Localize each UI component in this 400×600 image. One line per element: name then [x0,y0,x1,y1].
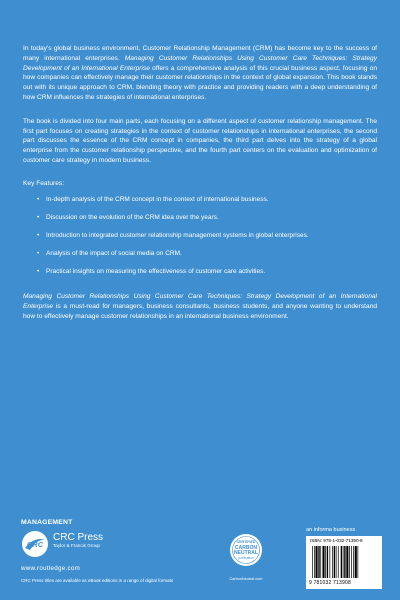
carbon-bottom-text: publication [238,556,254,560]
bullet-icon: • [37,267,40,275]
barcode-bar [358,546,359,578]
back-cover-text [23,44,377,322]
bullet-icon: • [37,195,40,203]
key-features-list [23,195,377,276]
bullet-icon: • [37,249,40,257]
bullet-icon: • [37,213,40,221]
barcode-bar [343,546,344,578]
barcode-block [306,536,382,589]
list-item: • Analysis of the impact of social media on CRM. [37,249,182,257]
barcode-bar [336,546,337,578]
list-item: • Introduction to integrated customer relationship management systems in global enterprises. [37,231,309,239]
list-item: • In-depth analysis of the CRM concept in the context of international business. [37,195,269,203]
barcode-bar [334,546,335,578]
crc-press-logo-icon [21,530,49,558]
carbon-neutral-badge-icon [229,533,263,567]
list-item: • Discussion on the evolution of the CRM idea over the years. [37,213,219,221]
publisher-block [53,532,103,549]
ebook-note: CRC Press titles are available as eBook editions in a range of digital formats [21,578,174,583]
barcode-bar [353,546,354,578]
intro-paragraph [23,44,377,103]
informa-label: an informa business [306,527,356,533]
category-label: MANAGEMENT [21,519,73,526]
barcode-bar [330,546,331,578]
isbn-text: ISBN: 978-1-032-71390-8 [310,538,363,543]
barcode-bar [338,546,339,578]
closing-rest: is a must-read for managers, business consultants, business students, and anyone wanting to understand how to effectively manage customer relationships in an international business environment. [23,302,377,320]
barcode-number: 9 781032 713908 [309,580,351,586]
barcode-icon [312,546,376,582]
barcode-bar [344,546,345,578]
publisher-name: CRC Press [53,532,104,543]
publisher-group: Taylor & Francis Group [53,543,100,548]
barcode-bar [316,546,318,578]
barcode-bar [325,546,326,578]
intro-lead: In today's global business environment, Customer Relationship Management (CRM) has become key to the success of many international enterprises. [23,45,377,62]
website-link[interactable]: www.routledge.com [21,565,81,572]
barcode-bar [346,546,348,578]
carbon-middle2-text: NEUTRAL [234,550,258,556]
carbon-url: CarbonNeutral.com [229,577,263,581]
intro-rest: offers a comprehensive analysis of this crucial business aspect, focusing on how companies can effectively manage their customer relationships in the context of global expansion. This book stands out with its unique approach to CRM, blending theory with practice and providing readers with a deep understanding of how CRM influences the strategies of international enterprises. [23,64,377,101]
barcode-bar [323,546,325,578]
carbon-top-text: CERTIFIED [236,540,256,544]
intro-book-title: Managing Customer Relationships Using Customer Care Techniques: Strategy Development of an International Enterprise [23,54,377,72]
barcode-bar [349,546,350,578]
barcode-bar [320,546,321,578]
barcode-bar [327,546,328,578]
barcode-bar [341,546,342,578]
bullet-icon: • [37,231,40,239]
closing-paragraph [23,292,377,322]
barcode-bar [332,546,333,578]
barcode-bar [318,546,319,578]
structure-paragraph: The book is divided into four main parts, each focusing on a different aspect of customer relationship management. The first part focuses on creating strategies in the context of customer relationships in international enterprises, the second part discusses the essence of the CRM concept in companies, the third part delves into the strategy of a global enterprise from the customer relationship perspective, and the fourth part centers on the evaluation and optimization of customer care strategy in modern business. [23,117,377,164]
key-features-title: Key Features: [23,179,65,187]
carbon-middle1-text: CARBON [235,545,257,551]
crc-logo-text: CRC [26,540,44,549]
barcode-bar [314,546,315,578]
list-item: • Practical insights on measuring the effectiveness of customer care activities. [37,267,266,275]
closing-book-title: Managing Customer Relationships Using Customer Care Techniques: Strategy Development of an International Enterprise [23,292,377,310]
barcode-bar [351,546,352,578]
barcode-bar [355,546,357,578]
barcode-bar [312,546,313,578]
